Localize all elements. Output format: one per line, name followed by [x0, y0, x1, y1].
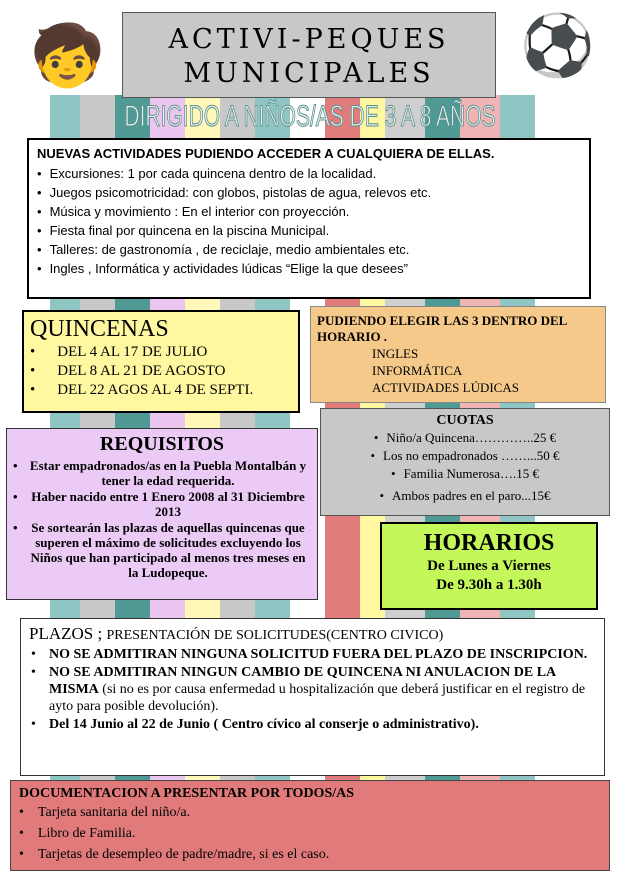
activity-item: • Fiesta final por quincena en la piscina Municipal. — [37, 221, 581, 240]
quincena-item: • DEL 22 AGOS AL 4 DE SEPTI. — [30, 381, 292, 400]
plazos-subtitle: PRESENTACIÓN DE SOLICITUDES(CENTRO CIVICO) — [106, 628, 444, 643]
horarios-days: De Lunes a Viernes — [427, 558, 551, 574]
child-with-ball-illustration: ⚽ — [520, 13, 595, 79]
elegir-heading: PUDIENDO ELEGIR LAS 3 DENTRO DEL HORARIO . — [317, 313, 567, 344]
poster-title — [122, 12, 496, 98]
plazo-item-text: NO SE ADMITIRAN NINGUNA SOLICITUD FUERA DEL PLAZO DE INSCRIPCION. — [49, 647, 588, 662]
elegir-box — [310, 306, 606, 403]
cuota-item: • Ambos padres en el paro...15€ — [326, 487, 604, 505]
plazos-heading — [29, 624, 596, 644]
requisito-item: • Se sortearán las plazas de aquellas quincenas que superen el máximo de solicitudes excluyendo los Niños que han participado al menos tres meses en la Ludopeque. — [13, 520, 311, 580]
elegir-item: INGLES — [372, 346, 419, 361]
documentacion-box — [10, 780, 610, 871]
activity-item: • Ingles , Informática y actividades lúdicas “Elige la que desees” — [37, 259, 581, 278]
plazo-item-text: Del 14 Junio al 22 de Junio ( Centro cívico al conserje o administrativo). — [49, 717, 479, 732]
plazo-item — [29, 646, 596, 663]
title-line2: MUNICIPALES — [183, 58, 435, 89]
plazo-item — [29, 664, 596, 715]
quincena-item: • DEL 8 AL 21 DE AGOSTO — [30, 362, 292, 381]
bottom-section — [10, 618, 610, 871]
horarios-box — [380, 522, 598, 610]
activity-item: • Excursiones: 1 por cada quincena dentro de la localidad. — [37, 164, 581, 183]
cuota-item: • Los no empadronados ……...50 € — [326, 447, 604, 465]
elegir-item: ACTIVIDADES LÚDICAS — [372, 380, 519, 395]
plazos-box — [20, 618, 605, 776]
activities-heading: NUEVAS ACTIVIDADES PUDIENDO ACCEDER A CUALQUIERA DE ELLAS. — [37, 146, 495, 161]
quincena-item: • DEL 4 AL 17 DE JULIO — [30, 343, 292, 362]
horarios-hours: De 9.30h a 1.30h — [436, 577, 542, 593]
activity-item: • Talleres: de gastronomía , de reciclaje, medio ambientales etc. — [37, 240, 581, 259]
plazo-item — [29, 716, 596, 733]
title-line1: ACTIVI-PEQUES — [168, 24, 450, 55]
plazo-item-bold: NO SE ADMITIRAN NINGUN CAMBIO DE QUINCENA NI ANULACION DE LA MISMA — [49, 665, 556, 697]
cuota-item: • Niño/a Quincena…………..25 € — [326, 429, 604, 447]
horarios-heading: HORARIOS — [423, 530, 555, 556]
plazos-title: PLAZOS ; — [29, 624, 103, 643]
requisitos-heading: REQUISITOS — [99, 433, 225, 455]
documento-item: • Libro de Familia. — [19, 823, 601, 844]
documentacion-heading: DOCUMENTACION A PRESENTAR POR TODOS/AS — [19, 786, 355, 801]
requisitos-box — [6, 428, 318, 600]
elegir-item: INFORMÁTICA — [372, 363, 463, 378]
cuotas-box — [320, 408, 610, 516]
requisito-item: • Estar empadronados/as en la Puebla Montalbán y tener la edad requerida. — [13, 458, 311, 488]
activity-item: • Música y movimiento : En el interior con proyección. — [37, 202, 581, 221]
child-with-blocks-illustration: 🧒 — [30, 23, 105, 89]
activities-box — [27, 138, 591, 299]
quincenas-heading: QUINCENAS — [30, 316, 169, 342]
plazo-item-note: (si no es por causa enfermedad u hospitalización que deberá justificar en el registro de ayto para posible devolución). — [49, 682, 586, 714]
cuota-item: • Familia Numerosa….15 € — [326, 465, 604, 483]
activity-item: • Juegos psicomotricidad: con globos, pistolas de agua, relevos etc. — [37, 183, 581, 202]
cuotas-heading: CUOTAS — [436, 413, 494, 428]
documento-item: • Tarjetas de desempleo de padre/madre, si es el caso. — [19, 844, 601, 865]
requisito-item: • Haber nacido entre 1 Enero 2008 al 31 Diciembre 2013 — [13, 489, 311, 519]
quincenas-box — [22, 310, 300, 413]
subtitle: DIRIGIDO A NIÑOS/AS DE 3 A 8 AÑOS — [124, 100, 496, 133]
documento-item: • Tarjeta sanitaria del niño/a. — [19, 802, 601, 823]
